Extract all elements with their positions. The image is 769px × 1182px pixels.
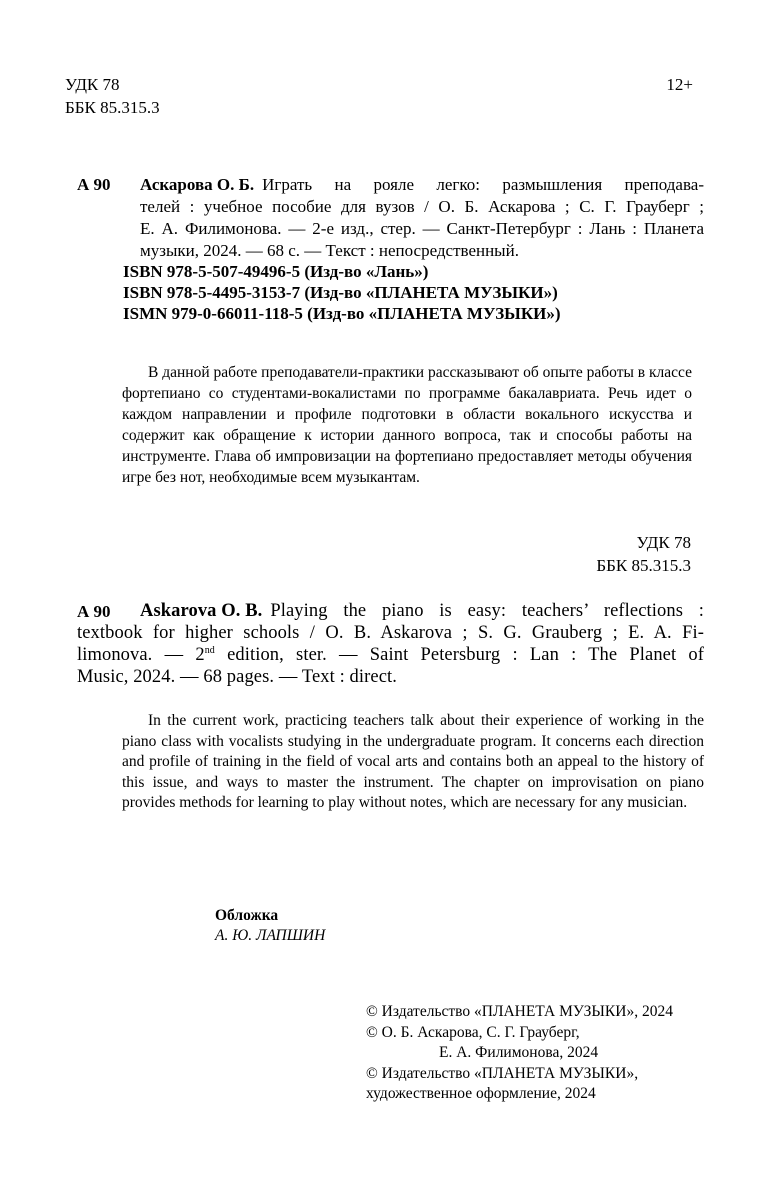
entry-ru-line-2: телей : учебное пособие для вузов / О. Б. Аскарова ; С. Г. Грауберг ; <box>140 197 704 216</box>
cover-credit <box>215 906 325 946</box>
bbk-code: ББК 85.315.3 <box>65 98 160 117</box>
author-sign-en: А 90 <box>77 602 111 621</box>
bibliographic-entry-en <box>77 600 704 688</box>
copyright-line-5: художественное оформление, 2024 <box>366 1085 596 1102</box>
classification-top <box>65 73 160 119</box>
abstract-ru: В данной работе преподаватели-практики рассказывают об опыте работы в классе фортепиано со студентами-вокалистами по программе бакалавриата. Речь идет о каждом направлении и профиле подготовки в области вокального искусства и содержит как обращение к истории данного вопроса, так и способы работы на инструменте. Глава об импровизации на фортепиано предоставляет методы обучения игре без нот, необходимые всем музыкантам. <box>122 364 692 486</box>
age-rating: 12+ <box>666 75 693 94</box>
cover-designer: А. Ю. ЛАПШИН <box>215 927 326 944</box>
bibliographic-entry-ru <box>77 174 704 262</box>
cover-title: Обложка <box>215 907 279 924</box>
copyright-line-4: © Издательство «ПЛАНЕТА МУЗЫКИ», <box>366 1064 639 1082</box>
isbn-planet: ISBN 978-5-4495-3153-7 (Изд-во «ПЛАНЕТА МУЗЫКИ») <box>123 283 558 302</box>
entry-ru-line-3: Е. А. Филимонова. — 2-е изд., стер. — Санкт-Петербург : Лань : Планета <box>140 219 704 238</box>
entry-en-edition-post: edition, ster. — Saint Petersburg : Lan : The Planet of <box>214 645 705 665</box>
author-sign: А 90 <box>77 175 111 194</box>
entry-en-line-2: textbook for higher schools / O. B. Askarova ; S. G. Grauberg ; E. A. Fi- <box>77 623 704 643</box>
udk-code: УДК 78 <box>65 75 120 94</box>
entry-en-title: Playing the piano is easy: teachers’ reflections : <box>270 601 704 621</box>
entry-en-edition-sup: nd <box>204 644 215 656</box>
entry-en-line-4: Music, 2024. — 68 pages. — Text : direct. <box>77 667 397 687</box>
isbn-block <box>123 261 561 324</box>
entry-en-edition-pre: limonova. — 2 <box>77 645 205 665</box>
bbk-code-right: ББК 85.315.3 <box>596 556 691 575</box>
entry-ru-title: Играть на рояле легко: размышления преподава- <box>262 175 704 194</box>
entry-ru-body <box>140 174 704 262</box>
entry-en-line-1 <box>140 600 704 622</box>
entry-en-author: Askarova O. B. <box>140 601 263 621</box>
copyright-line-1: © Издательство «ПЛАНЕТА МУЗЫКИ», 2024 <box>366 1003 673 1020</box>
entry-ru-line-1 <box>140 174 704 196</box>
ismn-planet: ISMN 979-0-66011-118-5 (Изд-во «ПЛАНЕТА МУЗЫКИ») <box>123 304 561 323</box>
copyright-line-2: © О. Б. Аскарова, С. Г. Грауберг, <box>366 1023 580 1041</box>
classification-right <box>596 531 691 577</box>
udk-code-right: УДК 78 <box>636 533 691 552</box>
isbn-lan: ISBN 978-5-507-49496-5 (Изд-во «Лань») <box>123 262 429 281</box>
entry-ru-author: Аскарова О. Б. <box>140 175 255 194</box>
copyright-line-3: Е. А. Филимонова, 2024 <box>439 1044 599 1061</box>
copyright-block <box>366 1002 673 1105</box>
entry-en-line-3 <box>77 644 704 666</box>
entry-ru-line-4: музыки, 2024. — 68 с. — Текст : непосредственный. <box>140 241 519 260</box>
abstract-en: In the current work, practicing teachers talk about their experience of working in the piano class with vocalists studying in the undergraduate program. It concerns each direction and profile of training in the field of vocal arts and contains both an appeal to the history of this issue, and ways to master the instrument. The chapter on improvisation on piano provides methods for learning to play without notes, which are necessary for any musician. <box>122 712 704 811</box>
